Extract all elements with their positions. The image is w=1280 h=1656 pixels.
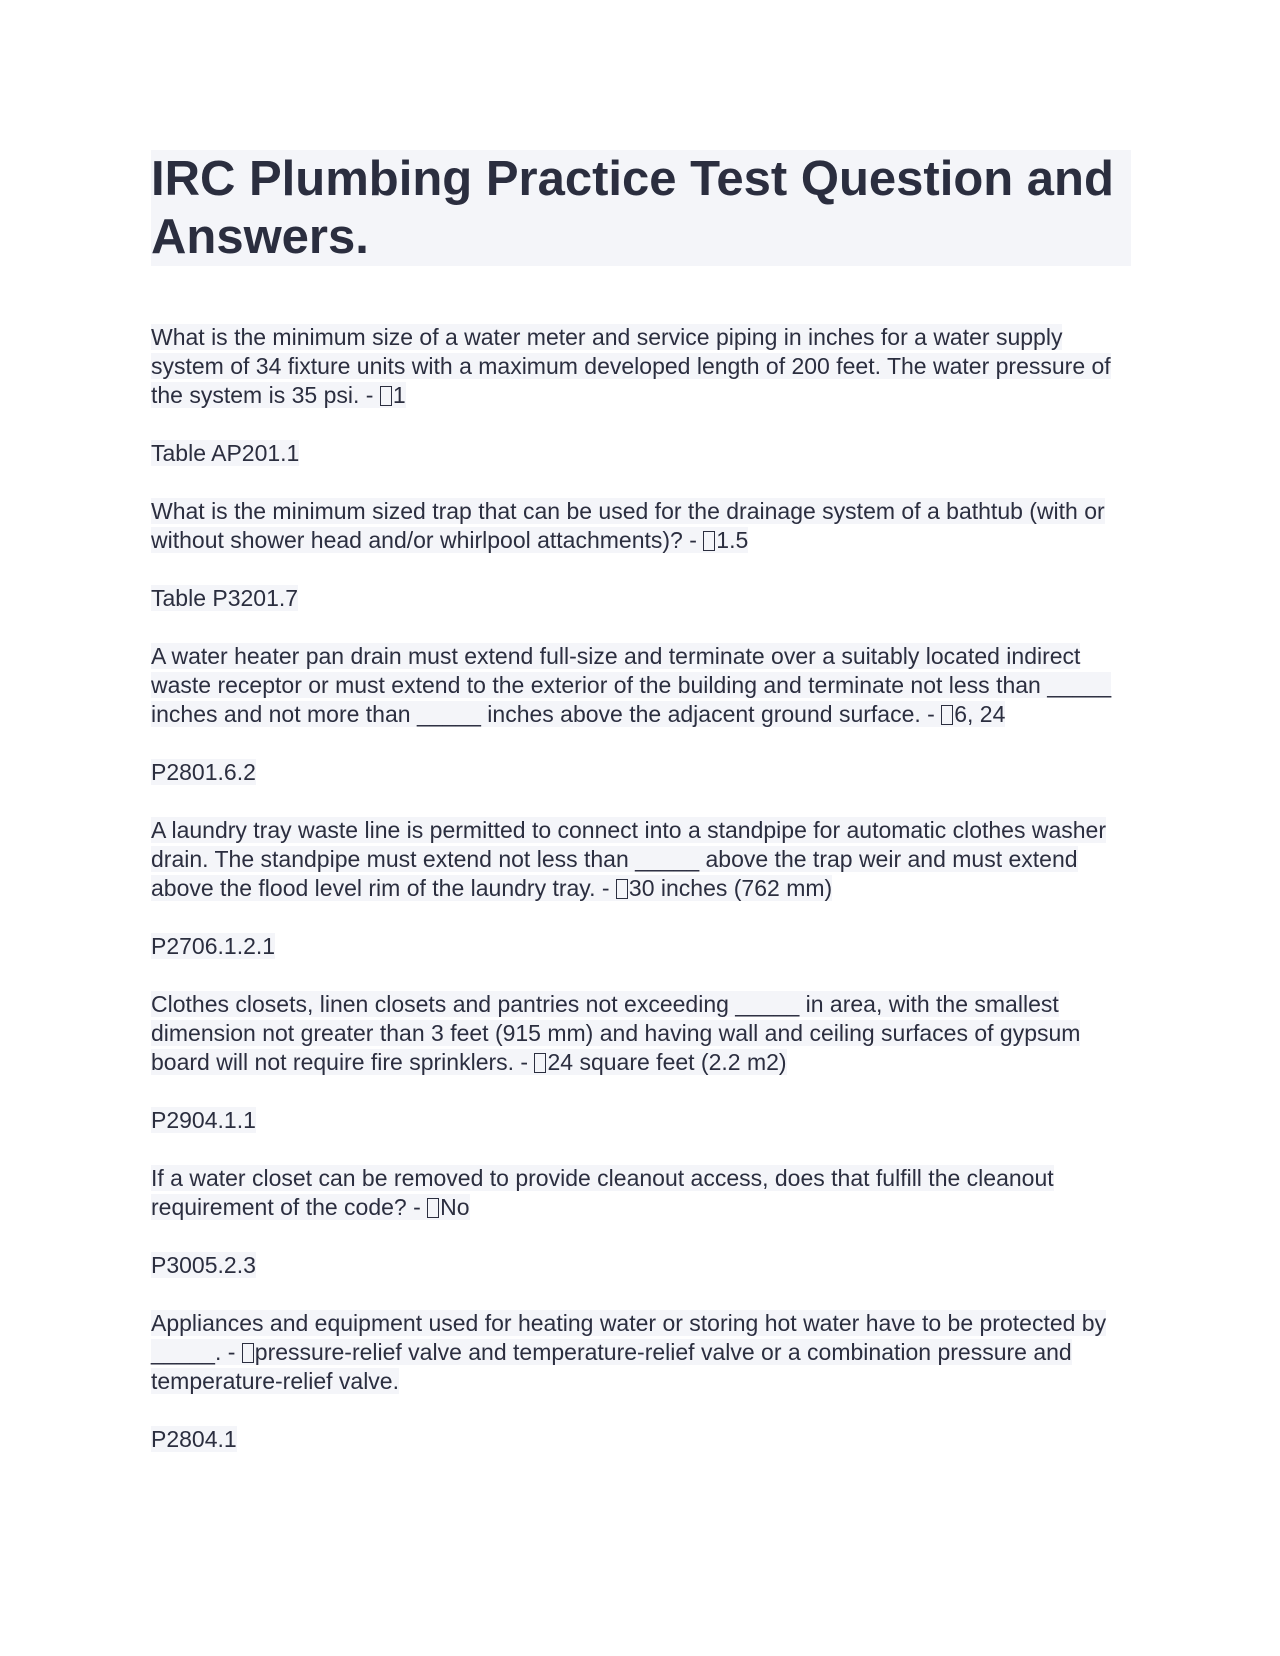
checkbox-glyph-icon [427,1198,439,1218]
question-text: What is the minimum sized trap that can be used for the drainage system of a bathtub (with or without shower head and/or whirlpool attachments)? - 1.5 [151,498,1105,553]
qa-list [151,323,1131,1454]
checkbox-glyph-icon [380,386,392,406]
qa-item [151,816,1131,961]
question-text: A laundry tray waste line is permitted to connect into a standpipe for automatic clothes washer drain. The standpipe must extend not less than _____ above the trap weir and must extend above the flood level rim of the laundry tray. - 30 inches (762 mm) [151,817,1107,901]
checkbox-glyph-icon [242,1343,254,1363]
answer-text: 6, 24 [954,701,1006,727]
page-title: IRC Plumbing Practice Test Question and Answers. [151,152,1114,264]
qa-item [151,497,1131,613]
code-reference: P2904.1.1 [151,1107,256,1133]
question-text: What is the minimum size of a water meter and service piping in inches for a water supply system of 34 fixture units with a maximum developed length of 200 feet. The water pressure of the system is 35 psi. - 1 [151,324,1111,408]
qa-item [151,990,1131,1135]
title-block [151,150,1131,266]
checkbox-glyph-icon [703,531,715,551]
answer-text: 24 square feet (2.2 m2) [547,1049,787,1075]
qa-item [151,642,1131,787]
answer-text: 1.5 [716,527,749,553]
code-reference: P2801.6.2 [151,759,256,785]
question-text: If a water closet can be removed to provide cleanout access, does that fulfill the cleanout requirement of the code? - No [151,1165,1054,1220]
answer-text: 30 inches (762 mm) [628,875,833,901]
question-text: A water heater pan drain must extend full-size and terminate over a suitably located indirect waste receptor or must extend to the exterior of the building and terminate not less than _____ inches and not more than _____ inches above the adjacent ground surface. - 6, 24 [151,643,1112,727]
qa-item [151,1164,1131,1280]
checkbox-glyph-icon [534,1053,546,1073]
answer-text: No [440,1194,470,1220]
answer-text: 1 [392,382,406,408]
code-reference: P2706.1.2.1 [151,933,276,959]
qa-item [151,1309,1131,1454]
checkbox-glyph-icon [941,705,953,725]
question-text: Clothes closets, linen closets and pantries not exceeding _____ in area, with the smallest dimension not greater than 3 feet (915 mm) and having wall and ceiling surfaces of gypsum board will not require fire sprinklers. - 24 square feet (2.2 m2) [151,991,1081,1075]
code-reference: Table P3201.7 [151,585,299,611]
code-reference: P2804.1 [151,1426,237,1452]
qa-item [151,323,1131,468]
checkbox-glyph-icon [616,879,628,899]
code-reference: Table AP201.1 [151,440,300,466]
answer-text: pressure-relief valve and temperature-relief valve or a combination pressure and temperature-relief valve. [151,1339,1072,1394]
code-reference: P3005.2.3 [151,1252,256,1278]
question-text: Appliances and equipment used for heating water or storing hot water have to be protected by _____. - pressure-relief valve and temperature-relief valve or a combination pressure and temperature-relief valve. [151,1310,1107,1394]
document-page [151,150,1131,1483]
